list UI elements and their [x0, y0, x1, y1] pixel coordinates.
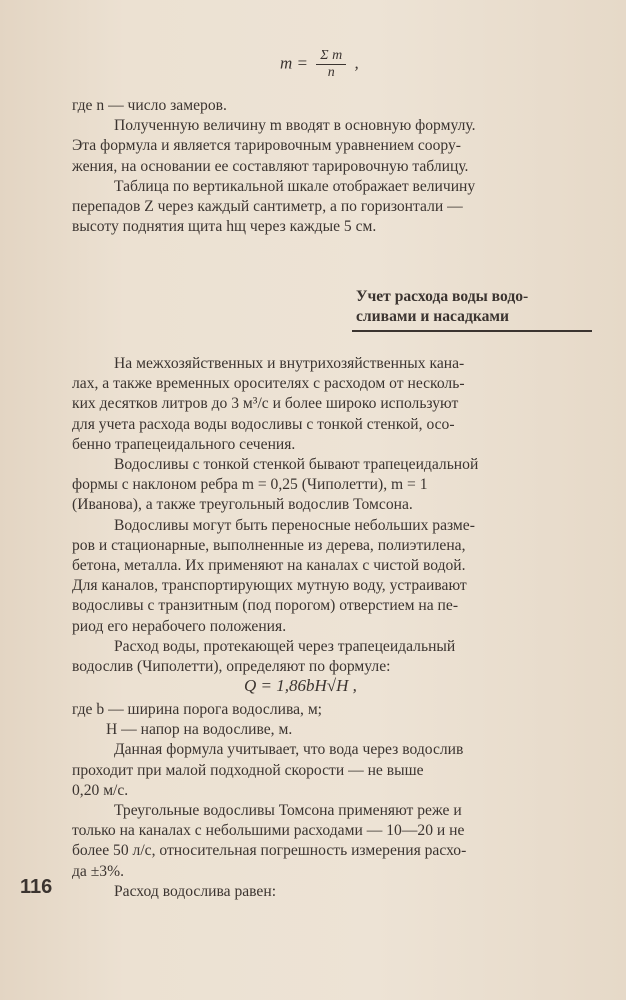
text-line: ких десятков литров до 3 м³/с и более широко используют — [72, 395, 459, 413]
paragraph-block-1 — [72, 96, 592, 237]
formula-tail: , — [354, 53, 359, 73]
heading-rule — [352, 330, 592, 332]
text-line: Эта формула и является тарировочным уравнением соору- — [72, 137, 461, 155]
text-line: лах, а также временных оросителях с расходом от несколь- — [72, 375, 465, 393]
text-line: На межхозяйственных и внутрихозяйственных кана- — [114, 355, 465, 372]
text-line: проходит при малой подходной скорости — не выше — [72, 761, 424, 779]
text-line: для учета расхода воды водосливы с тонкой стенкой, осо- — [72, 415, 455, 433]
text-line: Для каналов, транспортирующих мутную воду, устраивают — [72, 577, 467, 595]
text-line: Расход воды, протекающей через трапецеидальный — [114, 637, 456, 655]
text-line: где b — ширина порога водослива, м; — [72, 701, 323, 718]
text-line: H — напор на водосливе, м. — [106, 721, 293, 739]
text-line: Полученную величину m вводят в основную формулу. — [114, 117, 476, 135]
formula-eq: = — [296, 53, 309, 73]
heading-line: Учет расхода воды водо- — [356, 288, 529, 305]
text-line: 0,20 м/с. — [72, 781, 129, 799]
text-line: бетона, металла. Их применяют на каналах с чистой водой. — [72, 557, 466, 575]
formula-lhs: m — [280, 53, 293, 73]
text-line: перепадов Z через каждый сантиметр, а по горизонтали — — [72, 198, 463, 216]
text-line: риод его нерабочего положения. — [72, 617, 287, 635]
text-line: высоту поднятия щита hщ через каждые 5 см. — [72, 218, 377, 236]
text-line: более 50 л/с, относительная погрешность измерения расхо- — [72, 842, 467, 860]
text-line: Водосливы могут быть переносные небольших разме- — [114, 516, 475, 534]
section-heading — [356, 287, 592, 327]
formula-discharge: Q = 1,86bH√H , — [244, 676, 357, 695]
text-line: да ±3%. — [72, 862, 124, 880]
text-line: Таблица по вертикальной шкале отображает величину — [114, 177, 476, 195]
text-line: водосливы с транзитным (под порогом) отверстием на пе- — [72, 597, 459, 615]
text-line: Водосливы с тонкой стенкой бывают трапецеидальной — [114, 456, 479, 474]
text-line: водослив (Чиполетти), определяют по формуле: — [72, 658, 391, 676]
text-line: формы с наклоном ребра m = 0,25 (Чиполетти), m = 1 — [72, 476, 428, 494]
text-line: Треугольные водосливы Томсона применяют реже и — [114, 802, 462, 820]
text-line: Расход водослива равен: — [114, 882, 277, 900]
text-line: (Иванова), а также треугольный водослив Томсона. — [72, 496, 413, 514]
page-number: 116 — [20, 876, 53, 898]
heading-line: сливами и насадками — [356, 308, 509, 325]
paragraph-block-2 — [72, 354, 592, 677]
text-line: только на каналах с небольшими расходами — 10—20 и не — [72, 822, 465, 840]
formula-fraction — [316, 48, 346, 81]
formula-mean-m — [280, 48, 359, 81]
paragraph-block-3 — [72, 700, 592, 902]
text-line: ров и стационарные, выполненные из дерева, полиэтилена, — [72, 536, 466, 554]
formula-denominator: n — [327, 65, 335, 80]
text-line: Данная формула учитывает, что вода через водослив — [114, 741, 464, 759]
formula-numerator: Σ m — [316, 48, 346, 65]
text-line: бенно трапецеидального сечения. — [72, 435, 296, 453]
text-line: жения, на основании ее составляют тарировочную таблицу. — [72, 157, 469, 175]
text-line: где n — число замеров. — [72, 97, 227, 114]
